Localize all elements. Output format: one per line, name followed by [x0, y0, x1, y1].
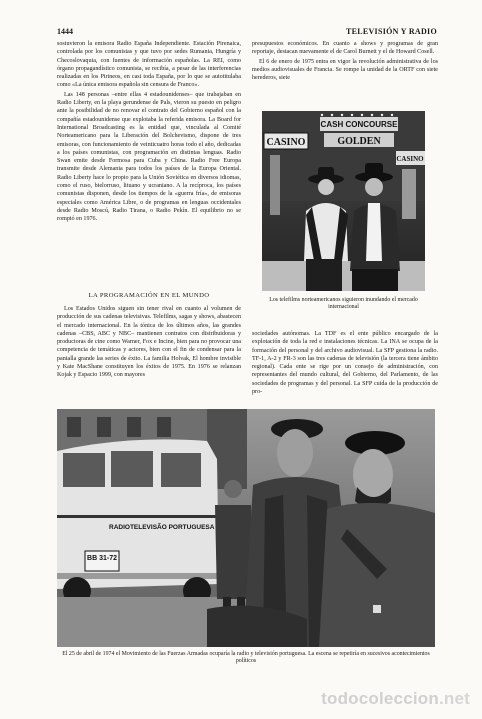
- watermark-logo: [321, 689, 470, 709]
- page-number: 1444: [57, 27, 73, 36]
- license-plate: BB 31-72: [87, 555, 117, 562]
- photo-telefilm-actors: [262, 111, 425, 291]
- watermark-brand: todocoleccion: [321, 689, 439, 708]
- cash-sign: CASH CONCOURSE: [320, 120, 398, 129]
- paragraph: presupuestos económicos. En cuanto a shows y programas de gran reportaje, destacan nuevamente el de Carol Burnett y el de Howard Cosell.: [252, 41, 438, 56]
- photo-portuguese-revolution-image: [57, 409, 435, 647]
- right-column-top-text: [252, 40, 438, 106]
- section-heading: LA PROGRAMACIÓN EN EL MUNDO: [88, 292, 210, 299]
- watermark-tld: .net: [438, 689, 470, 708]
- paragraph: sostuvieron la emisora Radio España Independiente. Estación Pirenaica, controlada por los comunistas y que tuvo por sedes Rumania, Hungría y Checoslovaquia, con fuentes de información españolas. La REI, como órgano propagandístico comunista, se recibía, a pesar de las interferencias realizadas en los Pirineos, en casi toda España, por lo que se autotitulaba como «La única emisora española sin censura de Franco».: [57, 41, 241, 89]
- photo-revolution-caption: El 25 de abril de 1974 el Movimiento de las Fuerzas Armadas ocuparía la radio y televisión portuguesa. La escena se repetiría en sucesivos acontecimientos políticos: [62, 651, 430, 665]
- paragraph: sociedades autónomas. La TDF es el ente público encargado de la explotación de toda la red e instalaciones técnicas. La INA se ocupa de la formación del personal y del archivo audiovisual. La SFP gestiona la radio. TF-1, A-2 y FR-3 son las tres cadenas de televisión (la tercera tiene ámbito regional). Cada ente se rige por un consejo de administración, con representantes del mundo cultural, del Gobierno, del Parlamento, de las sociedades de programas y del personal. La SFP cuida de la producción de pro-: [252, 331, 438, 396]
- van-lettering: RADIOTELEVISÃO PORTUGUESA: [109, 524, 215, 531]
- casino-sign-left: CASINO: [266, 137, 306, 148]
- right-column-lower-text: [252, 330, 438, 399]
- photo-telefilm-caption: Los telefilms norteamericanos siguieron inundando el mercado internacional: [269, 297, 418, 311]
- photo-telefilm-actors-image: [262, 111, 425, 291]
- paragraph: El 6 de enero de 1975 entra en vigor la revolución administrativa de los medios audiovisuales de Francia. Se rompe la unidad de la ORTF con siete herederos, siete: [252, 58, 438, 82]
- photo-portuguese-revolution: [57, 409, 435, 647]
- page-header: [57, 27, 437, 39]
- casino-sign-right: CASINO: [396, 155, 424, 163]
- left-column-lower-text: [57, 305, 241, 399]
- paragraph: Los Estados Unidos siguen sin tener rival en cuanto al volumen de producción de sus cadenas televisivas. Telefilms, sagas y shows, abastecen el mercado internacional. En la tónica de los últimos años, las grandes cadenas –CBS, ABC y NBC– mantienen contratos con distribuidoras y productoras de cine como Warner, Fox e Incine, bien para no provocar una competencia de temáticas y actores, bien con el fin de condensar para la pantalla grande las series de éxito. La familia Holvak, El hombre invisible y Kate MacShane constituyen los éxitos de 1975. En 1976 se relanzan Kojak y Espacio 1999, con mayores: [57, 306, 241, 379]
- left-column-text: [57, 40, 241, 290]
- running-title: TELEVISIÓN Y RADIO: [345, 27, 437, 36]
- paragraph: Las 148 personas –entre ellas 4 estadounidenses– que trabajaban en Radio Liberty, en la playa gerundense de Pals, vieron su puesto en peligro ante la posibilidad de no renovar el contrato del Gobierno español con la compañía estadounidense que explotaba la referida emisora. La Board for International Broadcasting es la entidad que, vinculada al Comité Norteamericano para la Liberación del Bolchevismo, dispone de tres emisoras, con funcionamiento de veinticuatro horas todo el año, dedicadas a los países comunistas, con programación en distintas lenguas. Radio Swan emite desde Formosa para Cuba y China. Radio Free Europa transmite desde Alemania para todos los países de la Europa Oriental. Radio Liberty hace lo propio para la Unión Soviética en diversos idiomas, como el ruso, bielorruso, lituano y ucraniano. A la recíproca, los países comunistas disponen, desde los tiempos de la «guerra fría», de emisoras especiales como América Libre, o de programas en lenguas occidentales desde Radio Moscú, Radio Tirana, o Radio Pekín. El equilibrio no se rompió en 1976.: [57, 91, 241, 223]
- golden-sign: GOLDEN: [337, 136, 381, 147]
